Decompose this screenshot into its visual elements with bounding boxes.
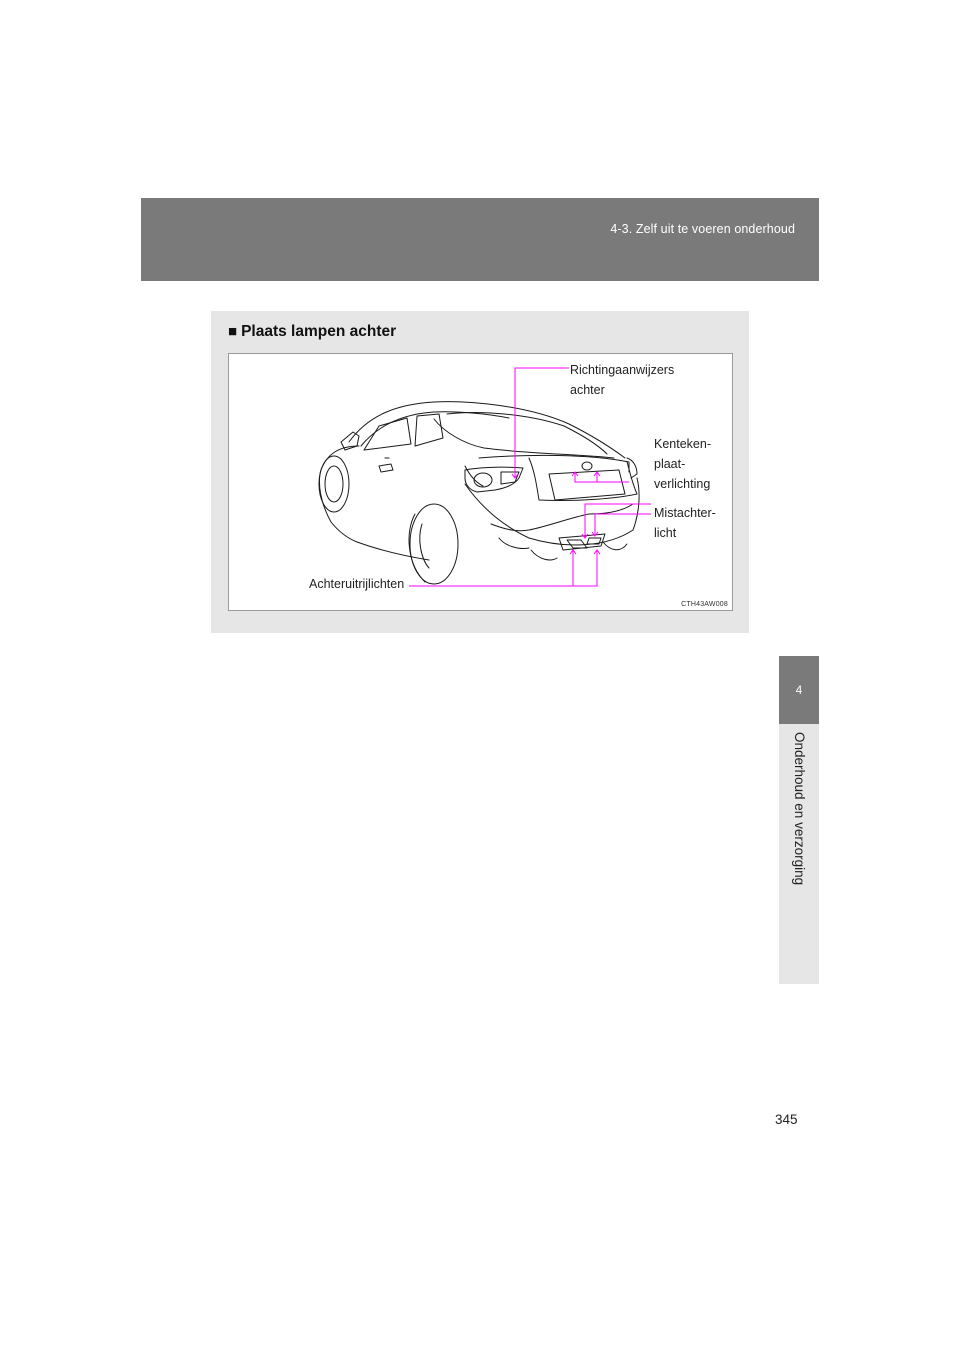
- square-bullet-icon: ■: [228, 323, 238, 340]
- chapter-number-tab[interactable]: [779, 656, 819, 724]
- section-title: 4-3. Zelf uit te voeren onderhoud: [610, 222, 795, 236]
- box-title: [228, 323, 396, 341]
- callout-reverse-lights: Achteruitrijlichten: [309, 577, 405, 591]
- callout-fog-light: Mistachter- licht: [654, 506, 716, 540]
- chapter-label: Onderhoud en verzorging: [792, 732, 807, 886]
- rear-lamps-figure: [228, 353, 733, 611]
- page-number: 345: [775, 1112, 798, 1127]
- car-outline: [319, 402, 639, 584]
- chapter-side-tab[interactable]: [779, 724, 819, 984]
- info-box: [211, 311, 749, 633]
- chapter-number: 4: [795, 683, 803, 697]
- callout-plate-light: Kenteken- plaat- verlichting: [654, 437, 711, 491]
- callout-turn-signals: Richtingaanwijzers achter: [570, 363, 675, 397]
- box-title-text: Plaats lampen achter: [241, 323, 397, 340]
- figure-code: CTH43AW008: [681, 601, 728, 608]
- callout-leaders: [409, 368, 651, 586]
- chapter-header-bar: [141, 198, 819, 281]
